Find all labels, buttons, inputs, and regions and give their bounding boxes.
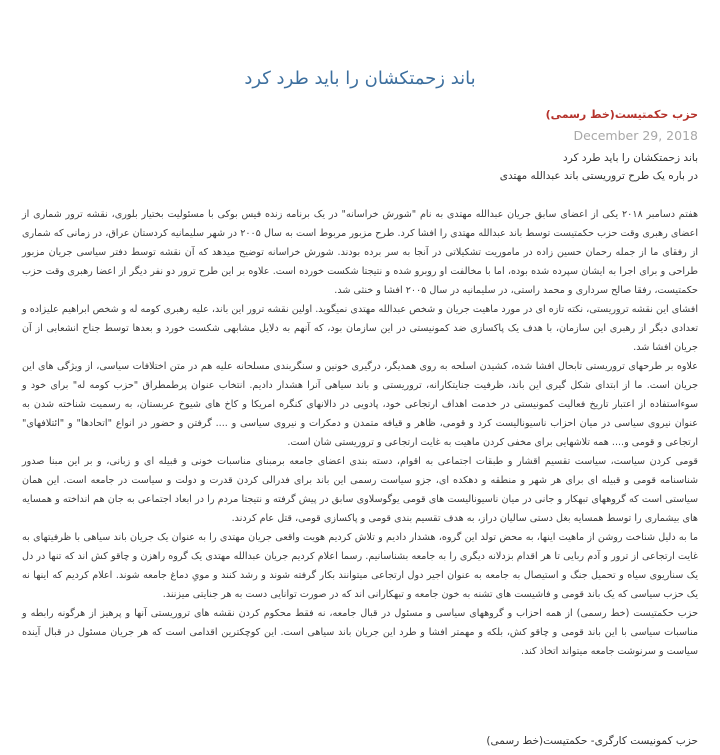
- body-paragraph: ما به دلیل شناخت روشن از ماهیت اینها، به محض تولد این گروه، هشدار دادیم و تلاش کردیم هویت واقعی جریان مهتدی را به عنوان یک جریان باند سیاهی با ظرفیتهای به غایت ارتجاعی از ترور و آدم ربایی تا هر اقدام بزدلانه دیگری را به جامعه بشناسانیم. رسما اعلام کردیم جریان عبدالله مهتدی یک گروه راهزن و چاقو کش اند که تنها در دل یک سناریوی سیاه و تحمیل جنگ و استیصال به جامعه به عنوان اجیر دول ارتجاعی میتوانند بکار گرفته شوند و رشد کنند و مویِ دماغ جامعه شوند. اعلام کردیم که اینها نه یک حزب سیاسی که یک باند قومی و فاشیست های تشنه به خون جامعه و تبهکارانی اند که در صورت توانایی دست به هر جنایتی میزنند.: [22, 532, 698, 600]
- body-paragraph: قومی کردن سیاست، سیاست تقسیم اقشار و طبقات اجتماعی به اقوام، دسته بندی اعضای جامعه برمبنای مناسبات خونی و قبیله ای و زبانی، و بر این مبنا صدور شناسنامه قومی و قبیله ای برای هر شهر و منطقه و دهکده ای، جزو سیاست رسمی این باند برای فدرالی کردن قدرت و دولت و سیاست در جامعه است. این همان سیاستی است که گروههای تبهکار و جانی در میان ناسیونالیست های قومی یوگوسلاوی سابق در پیش گرفته و نتیجتا مردم را در ابعاد اجتماعی به جان هم انداخته و همسایه های بیشماری را توسط همسایه بغل دستی سالیان دراز، به هدف تقسیم بندی قومی و پاکسازی قومی، قتل عام کردند.: [22, 456, 698, 524]
- body-paragraph: هفتم دسامبر ۲۰۱۸ یکی از اعضای سابق جریان عبدالله مهتدی به نام "شورش خراسانه" در یک برنامه زنده فیس بوکی با مسئولیت بختیار بلوری، نقشه ترور شماری از اعضای رهبری وقت حزب حکمتیست توسط باند عبدالله مهتدی را افشا کرد. طرح مزبور مربوط است به سال ۲۰۰۵ در شهر سلیمانیه کردستان عراق، در زمانی که شماری از رفقای ما از جمله رحمان حسین زاده در ماموریت تشکیلاتی در آنجا به سر برده بودند. شورش خراسانه توضیح میدهد که آن نقشه توسط دفتر سیاسی جریان مزبور طراحی و برای اجرا به ایشان سپرده شده بوده، اما با مخالفت او روبرو شده و نتیجتا شکست خورده است. علاوه بر این طرح ترور دو نفر دیگر از اعضا رهبری وقت حزب حکمتیست، رفقا صالح سرداری و محمد راستی، در سلیمانیه در سال ۲۰۰۵ افشا و خنثی شد.: [22, 209, 698, 296]
- article-subtitle: باند زحمتکشان را باید طرد کرد: [563, 152, 698, 164]
- article-body: [22, 205, 698, 661]
- body-paragraph: علاوه بر طرحهای تروریستی تابحال افشا شده، کشیدن اسلحه به روی همدیگر، درگیری خونین و سنگربندی مسلحانه علیه هم در متن اختلافات سیاسی، از ویژگی های این جریان است. ما از ابتدای شکل گیری این باند، ظرفیت جنایتکارانه، تروریستی و باند سیاهی آنرا هشدار دادیم. انتخاب عنوان پرطمطراق "حزب کومه له" برای خود و سوءاستفاده از اعتبار تاریخ فعالیت کمونیستی در خدمت اهداف ارتجاعی خود، پادویی در دالانهای کنگره امریکا و کاخ های شیوخ عربستان، به رسمیت شناخته شدن به عنوان نیروی سیاسی در میان احزاب ناسیونالیست کرد و قومی، ظاهر و قیافه متمدن و دمکرات و نیروی سیاسی و .... گرفتن و حضور در انواع "اتحادها" و "ائتلافهای" ارتجاعی و قومی و.... همه تلاشهایی برای مخفی کردن ماهیت به غایت ارتجاعی و تروریستی شان است.: [22, 361, 698, 448]
- body-paragraph: افشای این نقشه تروریستی، نکته تازه ای در مورد ماهیت جریان و شخص عبدالله مهتدی نمیگوید. اولین نقشه ترور این باند، علیه رهبری کومه له و شخص ابراهیم علیزاده و تعدادی دیگر از رهبری این سازمان، با هدف یک پاکسازی ضد کمونیستی در این سازمان بود، که آنهم به دلایل مشابهی شکست خورد و بعدها توسط جناح انشعابی از آن جریان افشا شد.: [22, 304, 698, 353]
- article-author[interactable]: حزب حکمتیست(خط رسمی): [545, 108, 698, 121]
- article-date: December 29, 2018: [573, 128, 698, 143]
- article-subheading: در باره یک طرح تروریستی باند عبدالله مهتدی: [499, 170, 698, 182]
- article-title[interactable]: باند زحمتکشان را باید طرد کرد: [244, 68, 476, 89]
- article-signature: حزب کمونیست کارگری- حکمتیست(خط رسمی): [486, 735, 698, 747]
- body-paragraph: حزب حکمتیست (خط رسمی) از همه احزاب و گروههای سیاسی و مسئول در قبال جامعه، نه فقط محکوم کردن نقشه های تروریستی آنها و پرهیز از هرگونه رابطه و مناسبات سیاسی با این باند قومی و چاقو کش، بلکه و مهمتر افشا و طرد این جریان باند سیاهی است. این کوچکترین اقدامی است که هر جریان مسئول در قبال آینده سیاست و سرنوشت جامعه میتواند اتخاذ کند.: [22, 608, 698, 657]
